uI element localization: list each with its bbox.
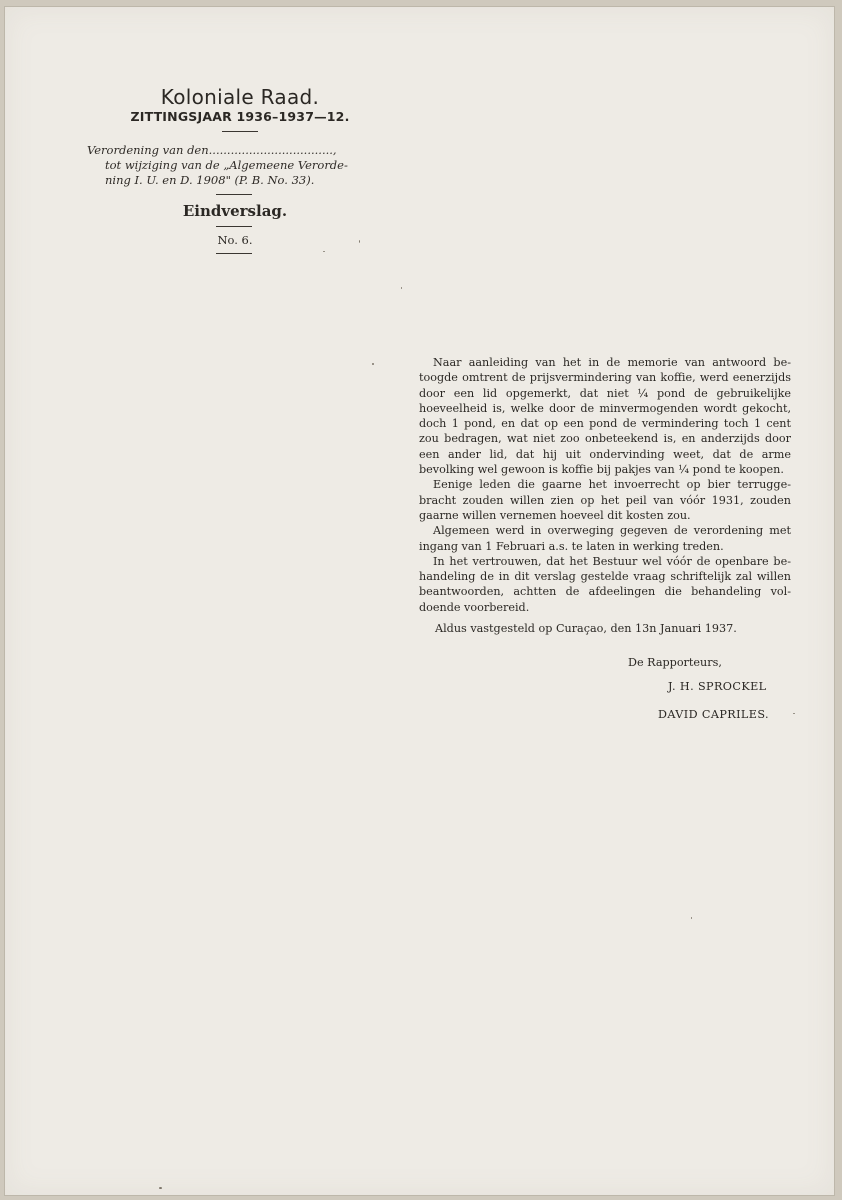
report-number: No. 6. <box>217 233 253 247</box>
council-title: Koloniale Raad. <box>160 85 320 109</box>
paper-speck <box>793 713 795 714</box>
divider <box>222 131 258 132</box>
paper-speck <box>372 363 374 365</box>
document-header <box>5 85 475 132</box>
paper-speck <box>691 917 692 919</box>
body-paragraph: In het vertrouwen, dat het Bestuur wel vóór de openbare behandeling de in dit verslag gestelde vraag schriftelijk zal willen beantwoorden, achtten de afdeelingen die behandeling voldoende voorbereid. <box>419 554 791 614</box>
ordinance-subject <box>87 143 377 188</box>
divider <box>216 253 252 254</box>
subject-line: ning I. U. en D. 1908" (P. B. No. 33). <box>105 173 315 187</box>
report-body <box>419 355 791 615</box>
body-paragraph: Algemeen werd in overweging gegeven de verordening met ingang van 1 Februari a.s. te laten in werking treden. <box>419 524 791 553</box>
signature-heading: De Rapporteurs, <box>628 656 722 669</box>
divider <box>216 226 252 227</box>
paper-speck <box>401 287 402 289</box>
body-paragraph: Eenige leden die gaarne het invoerrecht op bier terruggebracht zouden willen zien op het peil van vóór 1931, zouden gaarne willen vernemen hoeveel dit kosten zou. <box>419 478 791 522</box>
subject-line: Verordening van den.................................., <box>87 143 337 157</box>
paper-speck <box>359 240 360 243</box>
closing-statement: Aldus vastgesteld op Curaçao, den 13n Januari 1937. <box>435 622 737 635</box>
paper-speck <box>323 251 325 252</box>
body-paragraph: Naar aanleiding van het in de memorie van antwoord betoogde omtrent de prijsvermindering van koffie, werd eenerzijds door een lid opgemerkt, dat niet ¼ pond de gebruikelijke hoeveelheid is, welke door de minvermogenden wordt gekocht, doch 1 pond, en dat op een pond de vermindering toch 1 cent zou bedragen, wat niet zoo onbeteekend is, en anderzijds door een ander lid, dat hij uit ondervinding weet, dat de arme bevolking wel gewoon is koffie bij pakjes van ¼ pond te koopen. <box>419 356 791 477</box>
divider <box>216 194 252 195</box>
report-type: Eindverslag. <box>182 202 288 220</box>
document-page <box>4 6 835 1196</box>
session-year: ZITTINGSJAAR 1936–1937—12. <box>130 109 350 124</box>
subject-line: tot wijziging van de „Algemeene Verorde- <box>105 158 348 172</box>
paper-speck <box>159 1187 162 1189</box>
signatory-name: DAVID CAPRILES. <box>658 708 769 721</box>
signatory-name: J. H. SPROCKEL <box>668 680 767 693</box>
